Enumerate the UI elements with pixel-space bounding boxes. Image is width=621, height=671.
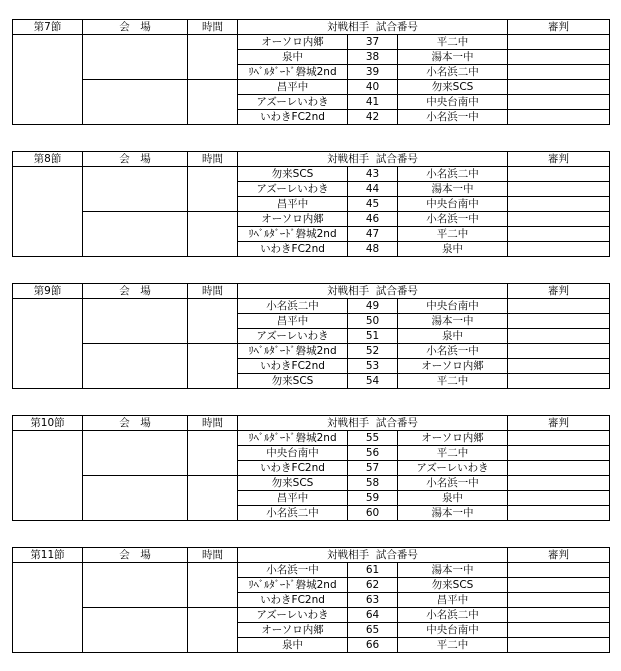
header-row: [13, 416, 610, 431]
time-header: 時間: [188, 152, 238, 167]
home-team: 小名浜一中: [238, 563, 348, 578]
venue-cell: [83, 80, 188, 125]
venue-cell: [83, 476, 188, 521]
home-team: 勿来SCS: [238, 374, 348, 389]
round-label: 第7節: [13, 20, 83, 35]
referee-cell: [508, 359, 610, 374]
match-number: 53: [348, 359, 398, 374]
away-team: 中央台南中: [398, 197, 508, 212]
match-row: [13, 431, 610, 446]
referee-cell: [508, 35, 610, 50]
match-number: 65: [348, 623, 398, 638]
time-cell: [188, 431, 238, 476]
referee-cell: [508, 344, 610, 359]
away-team: 平二中: [398, 446, 508, 461]
home-team: オーソロ内郷: [238, 35, 348, 50]
referee-header: 審判: [508, 20, 610, 35]
header-row: [13, 20, 610, 35]
home-team: アズーレいわき: [238, 329, 348, 344]
match-number: 55: [348, 431, 398, 446]
match-row: [13, 35, 610, 50]
home-team: いわきFC2nd: [238, 110, 348, 125]
referee-cell: [508, 491, 610, 506]
referee-cell: [508, 182, 610, 197]
match-number: 60: [348, 506, 398, 521]
round-table-8: [12, 151, 610, 257]
referee-cell: [508, 638, 610, 653]
match-number: 50: [348, 314, 398, 329]
referee-cell: [508, 563, 610, 578]
time-header: 時間: [188, 416, 238, 431]
referee-cell: [508, 593, 610, 608]
time-cell: [188, 35, 238, 80]
match-number: 37: [348, 35, 398, 50]
round-blank-cell: [13, 299, 83, 389]
home-team: 小名浜二中: [238, 506, 348, 521]
home-team: ﾘﾍﾞﾙﾀﾞｰﾄﾞ磐城2nd: [238, 431, 348, 446]
referee-cell: [508, 506, 610, 521]
match-number: 66: [348, 638, 398, 653]
away-team: 湯本一中: [398, 50, 508, 65]
header-row: [13, 284, 610, 299]
match-number: 41: [348, 95, 398, 110]
round-label: 第8節: [13, 152, 83, 167]
match-number: 49: [348, 299, 398, 314]
referee-cell: [508, 50, 610, 65]
away-team: 勿来SCS: [398, 80, 508, 95]
match-row: [13, 344, 610, 359]
match-row: [13, 80, 610, 95]
time-header: 時間: [188, 548, 238, 563]
home-team: 勿来SCS: [238, 476, 348, 491]
time-cell: [188, 80, 238, 125]
away-team: オーソロ内郷: [398, 431, 508, 446]
away-team: 中央台南中: [398, 95, 508, 110]
venue-cell: [83, 608, 188, 653]
referee-cell: [508, 167, 610, 182]
away-team: 小名浜二中: [398, 65, 508, 80]
round-blank-cell: [13, 563, 83, 653]
away-team: 小名浜二中: [398, 608, 508, 623]
time-cell: [188, 212, 238, 257]
venue-cell: [83, 212, 188, 257]
matchup-header: 対戦相手 試合番号: [238, 20, 508, 35]
match-row: [13, 608, 610, 623]
venue-header: 会 場: [83, 284, 188, 299]
away-team: 湯本一中: [398, 563, 508, 578]
time-cell: [188, 167, 238, 212]
referee-cell: [508, 623, 610, 638]
venue-cell: [83, 563, 188, 608]
home-team: ﾘﾍﾞﾙﾀﾞｰﾄﾞ磐城2nd: [238, 227, 348, 242]
time-header: 時間: [188, 20, 238, 35]
away-team: 平二中: [398, 638, 508, 653]
round-table-9: [12, 283, 610, 389]
referee-header: 審判: [508, 548, 610, 563]
matchup-header: 対戦相手 試合番号: [238, 284, 508, 299]
home-team: いわきFC2nd: [238, 461, 348, 476]
away-team: 小名浜一中: [398, 344, 508, 359]
referee-cell: [508, 374, 610, 389]
away-team: オーソロ内郷: [398, 359, 508, 374]
round-blank-cell: [13, 431, 83, 521]
home-team: アズーレいわき: [238, 608, 348, 623]
away-team: 小名浜二中: [398, 167, 508, 182]
away-team: 平二中: [398, 35, 508, 50]
round-label: 第10節: [13, 416, 83, 431]
round-blank-cell: [13, 167, 83, 257]
venue-header: 会 場: [83, 548, 188, 563]
round-label: 第9節: [13, 284, 83, 299]
referee-cell: [508, 95, 610, 110]
match-number: 51: [348, 329, 398, 344]
round-table-10: [12, 415, 610, 521]
round-table-11: [12, 547, 610, 653]
venue-header: 会 場: [83, 20, 188, 35]
referee-header: 審判: [508, 416, 610, 431]
round-blank-cell: [13, 35, 83, 125]
match-number: 62: [348, 578, 398, 593]
away-team: 小名浜一中: [398, 110, 508, 125]
round-label: 第11節: [13, 548, 83, 563]
match-row: [13, 212, 610, 227]
away-team: 中央台南中: [398, 299, 508, 314]
time-cell: [188, 344, 238, 389]
home-team: いわきFC2nd: [238, 359, 348, 374]
match-number: 52: [348, 344, 398, 359]
match-number: 59: [348, 491, 398, 506]
home-team: 泉中: [238, 638, 348, 653]
referee-cell: [508, 476, 610, 491]
match-number: 63: [348, 593, 398, 608]
away-team: 湯本一中: [398, 506, 508, 521]
venue-cell: [83, 299, 188, 344]
referee-cell: [508, 242, 610, 257]
match-number: 39: [348, 65, 398, 80]
matchup-header: 対戦相手 試合番号: [238, 416, 508, 431]
matchup-header: 対戦相手 試合番号: [238, 548, 508, 563]
away-team: 湯本一中: [398, 182, 508, 197]
home-team: 昌平中: [238, 491, 348, 506]
round-table-7: [12, 19, 610, 125]
referee-header: 審判: [508, 152, 610, 167]
referee-cell: [508, 608, 610, 623]
away-team: 中央台南中: [398, 623, 508, 638]
referee-cell: [508, 314, 610, 329]
referee-cell: [508, 329, 610, 344]
time-cell: [188, 476, 238, 521]
referee-cell: [508, 65, 610, 80]
home-team: いわきFC2nd: [238, 242, 348, 257]
match-number: 44: [348, 182, 398, 197]
referee-cell: [508, 80, 610, 95]
matchup-header: 対戦相手 試合番号: [238, 152, 508, 167]
match-number: 46: [348, 212, 398, 227]
match-number: 45: [348, 197, 398, 212]
time-header: 時間: [188, 284, 238, 299]
home-team: 小名浜二中: [238, 299, 348, 314]
time-cell: [188, 608, 238, 653]
away-team: 泉中: [398, 329, 508, 344]
home-team: オーソロ内郷: [238, 212, 348, 227]
match-number: 38: [348, 50, 398, 65]
home-team: ﾘﾍﾞﾙﾀﾞｰﾄﾞ磐城2nd: [238, 344, 348, 359]
home-team: アズーレいわき: [238, 182, 348, 197]
referee-cell: [508, 578, 610, 593]
away-team: 小名浜一中: [398, 476, 508, 491]
match-number: 43: [348, 167, 398, 182]
match-row: [13, 563, 610, 578]
header-row: [13, 548, 610, 563]
home-team: いわきFC2nd: [238, 593, 348, 608]
venue-cell: [83, 431, 188, 476]
match-number: 47: [348, 227, 398, 242]
home-team: オーソロ内郷: [238, 623, 348, 638]
away-team: 泉中: [398, 242, 508, 257]
home-team: アズーレいわき: [238, 95, 348, 110]
home-team: 昌平中: [238, 314, 348, 329]
referee-cell: [508, 461, 610, 476]
referee-cell: [508, 227, 610, 242]
referee-cell: [508, 212, 610, 227]
away-team: 勿来SCS: [398, 578, 508, 593]
match-row: [13, 476, 610, 491]
match-number: 58: [348, 476, 398, 491]
home-team: 勿来SCS: [238, 167, 348, 182]
header-row: [13, 152, 610, 167]
home-team: 泉中: [238, 50, 348, 65]
match-row: [13, 167, 610, 182]
away-team: 泉中: [398, 491, 508, 506]
home-team: 昌平中: [238, 197, 348, 212]
referee-header: 審判: [508, 284, 610, 299]
time-cell: [188, 563, 238, 608]
venue-header: 会 場: [83, 416, 188, 431]
home-team: 昌平中: [238, 80, 348, 95]
match-number: 54: [348, 374, 398, 389]
away-team: 湯本一中: [398, 314, 508, 329]
match-number: 42: [348, 110, 398, 125]
away-team: 平二中: [398, 374, 508, 389]
venue-header: 会 場: [83, 152, 188, 167]
match-number: 56: [348, 446, 398, 461]
away-team: アズーレいわき: [398, 461, 508, 476]
away-team: 小名浜一中: [398, 212, 508, 227]
away-team: 昌平中: [398, 593, 508, 608]
time-cell: [188, 299, 238, 344]
referee-cell: [508, 299, 610, 314]
home-team: 中央台南中: [238, 446, 348, 461]
referee-cell: [508, 110, 610, 125]
venue-cell: [83, 35, 188, 80]
match-number: 57: [348, 461, 398, 476]
match-number: 48: [348, 242, 398, 257]
home-team: ﾘﾍﾞﾙﾀﾞｰﾄﾞ磐城2nd: [238, 578, 348, 593]
venue-cell: [83, 344, 188, 389]
match-number: 40: [348, 80, 398, 95]
match-row: [13, 299, 610, 314]
venue-cell: [83, 167, 188, 212]
referee-cell: [508, 431, 610, 446]
match-number: 61: [348, 563, 398, 578]
referee-cell: [508, 197, 610, 212]
referee-cell: [508, 446, 610, 461]
home-team: ﾘﾍﾞﾙﾀﾞｰﾄﾞ磐城2nd: [238, 65, 348, 80]
away-team: 平二中: [398, 227, 508, 242]
match-number: 64: [348, 608, 398, 623]
